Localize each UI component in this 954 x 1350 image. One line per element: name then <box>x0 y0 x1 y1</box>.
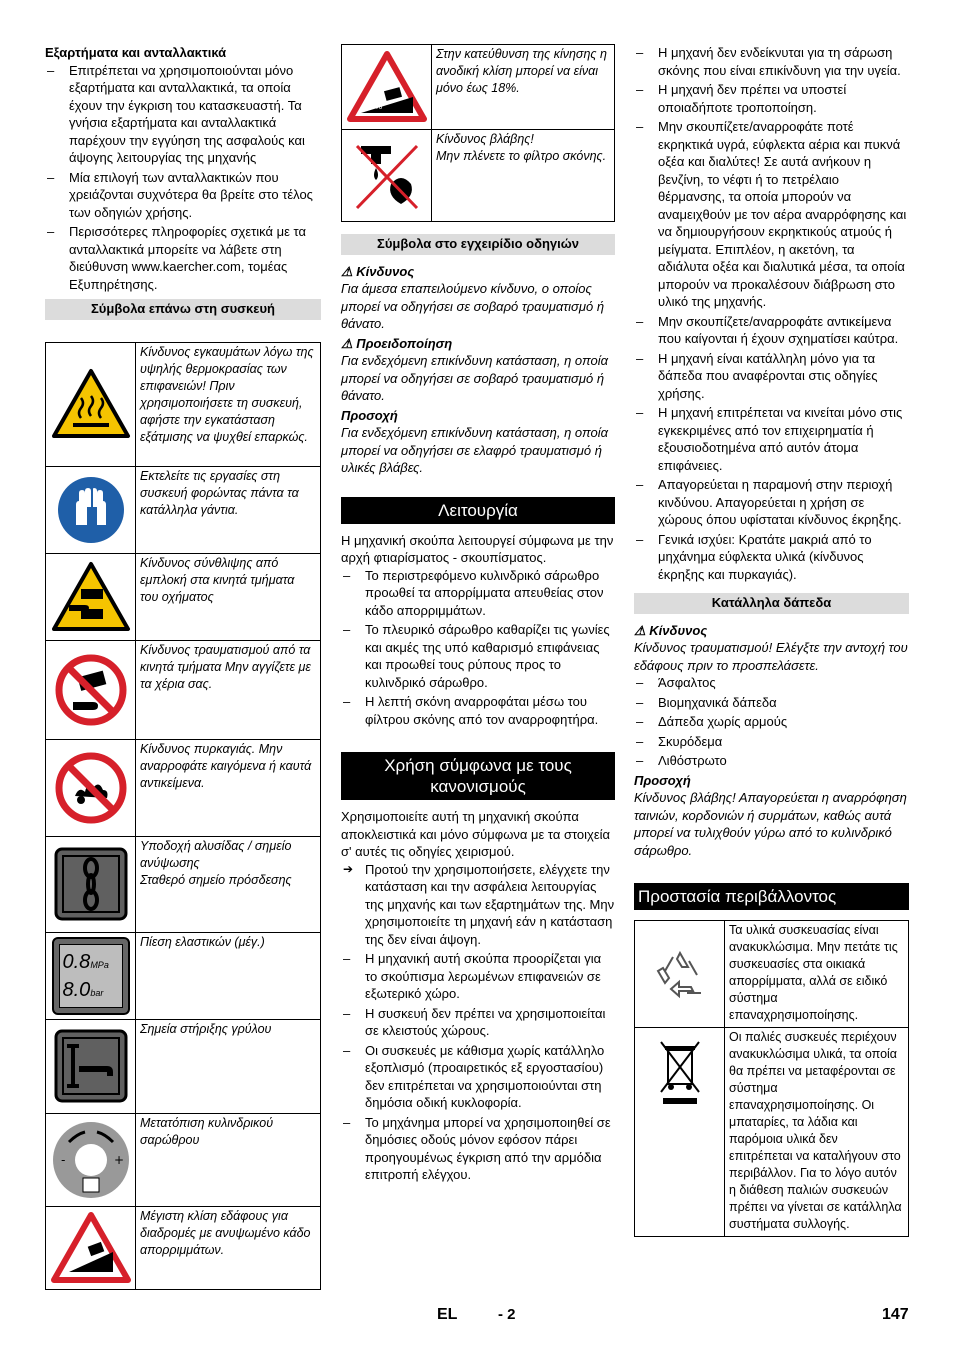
slope-symbols-table <box>341 44 615 222</box>
pressure-bar: 8.0 <box>62 978 91 1001</box>
svg-text:-: - <box>60 1152 65 1167</box>
operation-heading: Λειτουργία <box>341 497 615 524</box>
list-item: – Απαγορεύεται η παραμονή στην περιοχή κινδύνου. Απαγορεύεται η χρήση σε χώρους όπου υφίσταται κίνδυνος έκρηξης. <box>634 476 909 529</box>
list-item: – Δάπεδα χωρίς αρμούς <box>634 713 909 731</box>
list-item: – Λιθόστρωτο <box>634 752 909 770</box>
list-item: – Το περιστρεφόμενο κυλινδρικό σάρωθρο προωθεί τα απορρίμματα απευθείας στον κάδο απορριμμάτων. <box>341 567 615 620</box>
list-item: – Η μηχανή επιτρέπεται να κινείται μόνο στις εγκεκριμένες από τον επιχειρηματία ή εξουσιοδοτημένα από αυτόν άτομα επιφάνειες. <box>634 404 909 474</box>
list-item: – Γενικά ισχύει: Κρατάτε μακριά από το μηχάνημα εύφλεκτα υλικά (κίνδυνος έκρηξης και πυρκαγιάς). <box>634 531 909 584</box>
hot-surface-warning-icon <box>51 368 131 440</box>
tire-pressure-icon <box>52 937 130 1015</box>
parts-heading: Εξαρτήματα και ανταλλακτικά <box>45 45 227 60</box>
column-1 <box>45 44 321 1290</box>
table-row <box>46 836 321 932</box>
no-hot-objects-icon <box>55 752 127 824</box>
proper-use-heading: Χρήση σύμφωνα με τους κανονισμούς <box>341 752 615 800</box>
footer-language: EL <box>437 1306 458 1323</box>
table-row <box>46 553 321 640</box>
max-slope-full-icon <box>51 1212 131 1284</box>
pressure-mpa: 0.8 <box>62 950 91 973</box>
list-item: – Μην σκουπίζετε/αναρροφάτε ποτέ εκρηκτικά υγρά, εύφλεκτα αέρια και πυκνά οξέα και διαλύτες! Σε αυτά ανήκουν η βενζίνη, το νέφτι ή το πετρέλαιο θέρμανσης, τα οποία μπορούν να αναμειχθούν με τον αέρα αναρρόφησης και να δημιουργήσουν εκρηκτικούς ατμούς ή μείγματα. Επιπλέον, η ακετόνη, τα αδιάλυτα οξέα και διαλυτικά μέσα, τα οποία μπορούν να προκαλέσουν διάβρωση στο υλικό της μηχανής. <box>634 118 909 311</box>
floors-caution-heading: Προσοχή <box>634 772 691 788</box>
table-row <box>635 1028 909 1237</box>
chain-point-icon <box>53 846 129 922</box>
recycle-icon <box>653 947 707 1001</box>
proper-use-list <box>341 861 615 1184</box>
symbol-text: Μέγιστη κλίση εδάφους για διαδρομές με ανυψωμένο κάδο απορριμμάτων. <box>136 1206 321 1289</box>
crossed-bin-icon <box>653 1036 707 1116</box>
list-item: – Μία επιλογή των ανταλλακτικών που χρειάζονται συχνότερα θα βρείτε στο τέλος των οδηγιών χρήσης. <box>45 169 321 222</box>
list-item: – Η μηχανή δεν ενδείκνυται για τη σάρωση σκόνης που είναι επικίνδυνη για την υγεία. <box>634 44 909 79</box>
symbol-text: Κίνδυνος πυρκαγιάς. Μην αναρροφάτε καιγόμενα ή καυτά αντικείμενα. <box>136 739 321 836</box>
gloves-mandatory-icon <box>56 475 126 545</box>
no-touch-moving-parts-icon <box>55 654 127 726</box>
symbol-text: Μετατόπιση κυλινδρικού σαρώθρου <box>136 1113 321 1206</box>
warning-triangle-icon: ⚠ <box>341 335 353 351</box>
warning-triangle-icon: ⚠ <box>341 263 353 279</box>
list-item: – Επιτρέπεται να χρησιμοποιούνται μόνο εξαρτήματα και ανταλλακτικά, τα οποία έχουν την έγκριση του κατασκευαστή. Τα γνήσια εξαρτήματα και ανταλλακτικά παρέχουν την εγγύηση της ασφαλούς και άψογης λειτουργίας της μηχανής <box>45 62 321 167</box>
table-row <box>342 130 615 222</box>
table-row <box>46 1206 321 1289</box>
symbol-text: Σημεία στήριξης γρύλου <box>136 1019 321 1113</box>
floors-danger-text: Κίνδυνος τραυματισμού! Ελέγξτε την αντοχή του εδάφους πριν το προσπελάσετε. <box>634 640 908 673</box>
no-wash-filter-icon <box>347 136 427 216</box>
table-row <box>46 342 321 466</box>
list-item: – Η συσκευή δεν πρέπει να χρησιμοποιείται σε κλειστούς χώρους. <box>341 1005 615 1040</box>
restrictions-list <box>634 44 909 583</box>
unit-bar: bar <box>90 987 104 998</box>
list-item: – Το πλευρικό σάρωθρο καθαρίζει τις γωνίες και ακμές της υπό καθαρισμό επιφάνειας και προωθεί τους ρύπους προς το κυλινδρικό σάρωθρο. <box>341 621 615 691</box>
symbol-text: Υποδοχή αλυσίδας / σημείο ανύψωσης Σταθερό σημείο πρόσδεσης <box>136 836 321 932</box>
floors-heading: Κατάλληλα δάπεδα <box>634 593 909 614</box>
column-2 <box>341 44 615 1186</box>
table-row <box>46 1113 321 1206</box>
operation-list <box>341 567 615 729</box>
parts-list <box>45 62 321 294</box>
table-row <box>46 1019 321 1113</box>
table-row <box>46 932 321 1019</box>
roller-adjust-icon <box>51 1120 131 1200</box>
table-row <box>46 739 321 836</box>
list-item: – Το μηχάνημα μπορεί να χρησιμοποιηθεί σε δημόσιες οδούς μόνον εφόσον πάρει προηγουμένως έγκριση από την αρμόδια επιτροπή ελέγχου. <box>341 1114 615 1184</box>
device-symbols-table <box>45 342 321 1290</box>
caution-text: Για ενδεχόμενη επικίνδυνη κατάσταση, η οποία μπορεί να οδηγήσει σε ελαφρό τραυματισμό ή υλικές βλάβες. <box>341 425 609 475</box>
list-item: – Η λεπτή σκόνη αναρροφάται μέσω του φίλτρου σκόνης από τον αναρροφητήρα. <box>341 693 615 728</box>
jack-point-icon <box>53 1028 129 1104</box>
table-row <box>46 466 321 553</box>
symbols-heading: Σύμβολα επάνω στη συσκευή <box>45 299 321 320</box>
proper-use-intro: Χρησιμοποιείτε αυτή τη μηχανική σκούπα αποκλειστικά και μόνο σύμφωνα με τα στοιχεία σ' αυτές τις οδηγίες χειρισμού. <box>341 809 611 859</box>
list-item: – Μην σκουπίζετε/αναρροφάτε αντικείμενα που καίγονται ή έχουν σχηματίσει καύτρα. <box>634 313 909 348</box>
environment-heading: Προστασία περιβάλλοντος <box>634 883 909 910</box>
slope-18-icon <box>347 51 427 123</box>
list-item: – Οι συσκευές με κάθισμα χωρίς κατάλληλο εξοπλισμό (προαιρετικός εξ εργοστασίου) δεν επιτρέπεται να χρησιμοποιούνται στη δημόσια οδική κυκλοφορία. <box>341 1042 615 1112</box>
symbol-text: Τα υλικά συσκευασίας είναι ανακυκλώσιμα. Μην πετάτε τις συσκευασίες στα οικιακά απορρίμματα, αλλά σε ειδικό σύστημα επαναχρησιμοποίησης. <box>725 921 909 1028</box>
floors-caution-text: Κίνδυνος βλάβης! Απαγορεύεται η αναρρόφηση ταινιών, κορδονιών ή συρμάτων, καθώς αυτά μπορεί να τυλιχθούν γύρω από το κυλινδρικό σάρωθρο. <box>634 790 907 858</box>
warning-text: Για ενδεχόμενη επικίνδυνη κατάσταση, η οποία μπορεί να οδηγήσει σε σοβαρό τραυματισμό ή θάνατο. <box>341 353 609 403</box>
warning-triangle-icon: ⚠ <box>634 622 646 638</box>
column-3 <box>634 44 909 1237</box>
list-item: – Η μηχανική αυτή σκούπα προορίζεται για το σκούπισμα λερωμένων επιφανειών σε εξωτερικό χώρο. <box>341 950 615 1003</box>
symbol-text: Οι παλιές συσκευές περιέχουν ανακυκλώσιμα υλικά, τα οποία θα πρέπει να μεταφέρονται σε σύστημα επαναχρησιμοποίησης. Οι μπαταρίες, τα λάδια και παρόμοια υλικά δεν επιτρέπεται να καταλήγουν στο περιβάλλον. Για το λόγο αυτόν η διάθεση παλιών συσκευών πρέπει να γίνεται σε κατάλληλα συστήματα συλλογής. <box>725 1028 909 1237</box>
slope-label: 18% <box>364 102 383 111</box>
danger-text: Για άμεσα επαπειλούμενο κίνδυνο, ο οποίος μπορεί να οδηγήσει σε σοβαρό τραυματισμό ή θάνατο. <box>341 281 605 331</box>
list-item: – Περισσότερες πληροφορίες σχετικά με τα ανταλλακτικά μπορείτε να λάβετε στη διεύθυνση www.kaercher.com, τομέας Εξυπηρέτησης. <box>45 223 321 293</box>
page-number: 147 <box>882 1306 909 1323</box>
floors-list <box>634 674 909 770</box>
caution-heading: Προσοχή <box>341 407 398 423</box>
manual-symbols-heading: Σύμβολα στο εγχειρίδιο οδηγιών <box>341 234 615 255</box>
list-item: – Η μηχανή είναι κατάλληλη μόνο για τα δάπεδα που αναφέρονται στις οδηγίες χρήσης. <box>634 350 909 403</box>
symbol-text: Κίνδυνος τραυματισμού από τα κινητά τμήματα Μην αγγίζετε με τα χέρια σας. <box>136 640 321 739</box>
symbol-text: Στην κατεύθυνση της κίνησης η ανοδική κλίση μπορεί να είναι μόνο έως 18%. <box>432 45 615 130</box>
symbol-text: Κίνδυνος σύνθλιψης από εμπλοκή στα κινητά τμήματα του οχήματος <box>136 553 321 640</box>
unit-mpa: MPa <box>90 959 109 970</box>
danger-heading: ⚠ Κίνδυνος <box>341 263 415 279</box>
operation-intro: Η μηχανική σκούπα λειτουργεί σύμφωνα με την αρχή φτιαρίσματος - σκουπίσματος. <box>341 532 614 565</box>
symbol-text: Κίνδυνος βλάβης! Μην πλένετε το φίλτρο σκόνης. <box>432 130 615 222</box>
svg-text:+: + <box>113 1152 124 1167</box>
list-item: – Σκυρόδεμα <box>634 733 909 751</box>
list-item: – Η μηχανή δεν πρέπει να υποστεί οποιαδήποτε τροποποίηση. <box>634 81 909 116</box>
footer-section: - 2 <box>498 1306 516 1323</box>
list-item: – Βιομηχανικά δάπεδα <box>634 694 909 712</box>
symbol-text: Πίεση ελαστικών (μέγ.) <box>136 932 321 1019</box>
table-row <box>635 921 909 1028</box>
floors-danger-heading: ⚠ Κίνδυνος <box>634 622 708 638</box>
warning-heading: ⚠ Προειδοποίηση <box>341 335 453 351</box>
symbol-text: Εκτελείτε τις εργασίες στη συσκευή φορώντας πάντα τα κατάλληλα γάντια. <box>136 466 321 553</box>
symbol-text: Κίνδυνος εγκαυμάτων λόγω της υψηλής θερμοκρασίας των επιφανειών! Πριν χρησιμοποιήσετε τη συσκευή, αφήστε την εγκατάσταση εξάτμισης να ψυχθεί επαρκώς. <box>136 342 321 466</box>
list-item: ➔ Προτού την χρησιμοποιήσετε, ελέγχετε την κατάσταση και την ασφάλεια λειτουργίας της μηχανής και των εξαρτημάτων της. Μην χρησιμοποιείτε τη μηχανή εάν η κατάσταση της δεν είναι άψογη. <box>341 861 615 949</box>
table-row <box>342 45 615 130</box>
list-item: – Άσφαλτος <box>634 674 909 692</box>
table-row <box>46 640 321 739</box>
environment-table <box>634 920 909 1237</box>
crush-hazard-icon <box>51 561 131 633</box>
